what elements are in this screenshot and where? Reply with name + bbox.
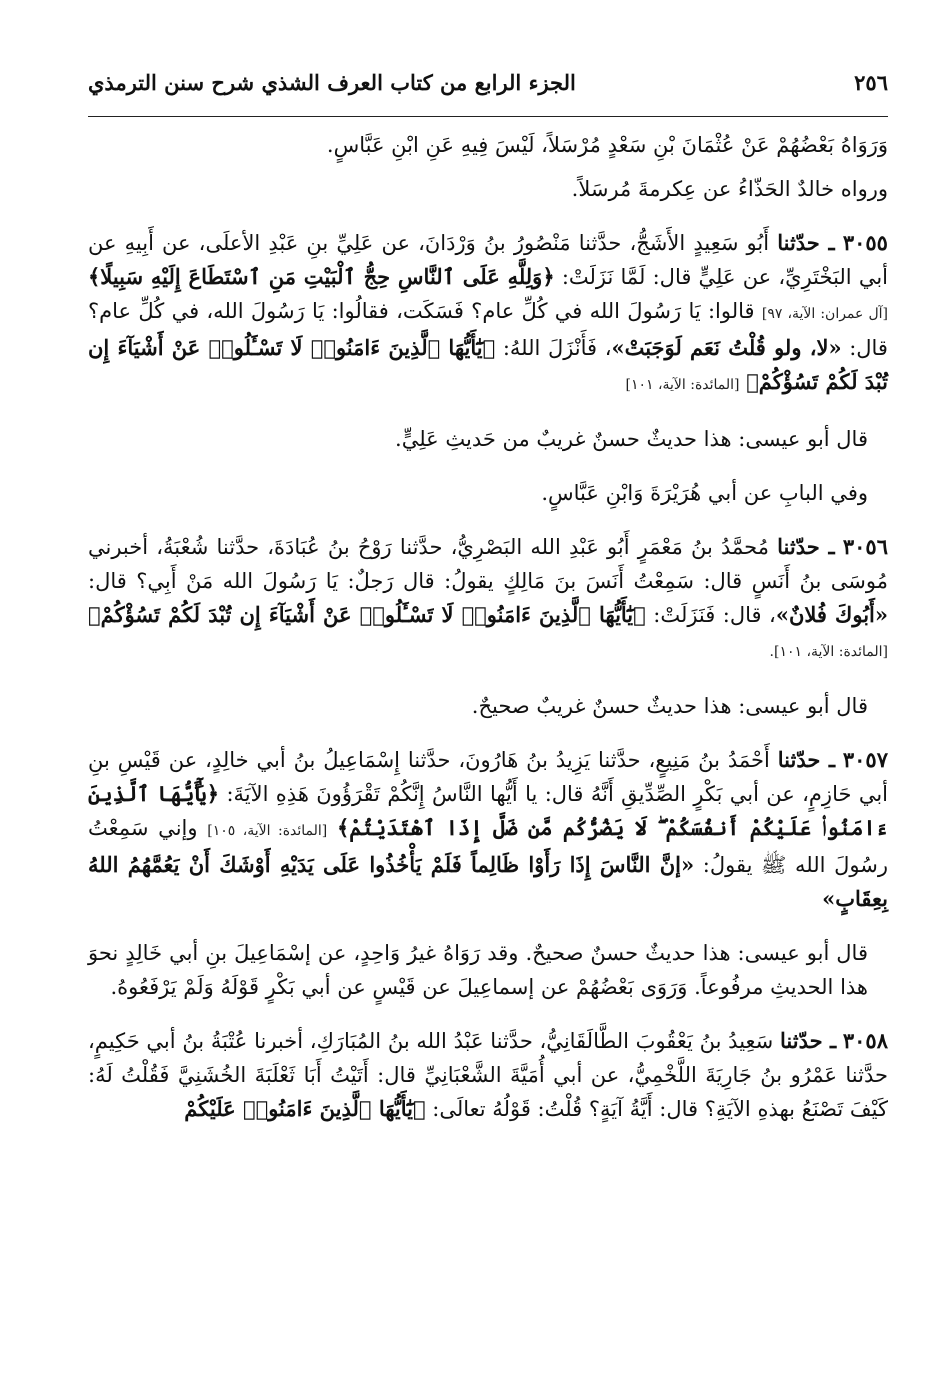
hadith-text: أَبُو سَعِيدٍ الأَشَجُّ، حدَّثنا مَنْصُورُ بنُ وَرْدَانَ، عن عَلِيِّ بنِ عَبْدِ الأعلَى، عن أَبِيهِ عن أبي البَخْتَرِيِّ، عن عَلِيٍّ قال: لَمَّا نَزَلَتْ: <box>88 231 888 289</box>
quran-verse: ﴿يَٰٓأَيُّهَا ٱلَّذِينَ ءَامَنُوا۟ لَا تَسْـَٔلُوا۟ عَنْ أَشْيَآءَ إِن تُبْدَ لَكُمْ تَسُؤْكُمْ﴾ <box>88 602 646 627</box>
haddathana-label: حدّثنا <box>780 1028 823 1053</box>
paragraph <box>88 422 888 456</box>
prophet-saying: «أَبُوكَ فُلانٌ» <box>775 602 888 627</box>
paragraph-text: وفي البابِ عن أبي هُرَيْرَةَ وَابْنِ عَبَّاسٍ. <box>541 481 868 505</box>
hadith-3056 <box>88 530 888 669</box>
quran-verse: ﴿يَٰٓأَيُّهَا ٱلَّذِينَ ءَامَنُوا۟ لَا تَسْـَٔلُوا۟ عَنْ أَشْيَآءَ إِن تُبْدَ لَكُمْ تَسُؤْكُمْ﴾ <box>88 335 888 394</box>
paragraph-text: وَرَوَاهُ بَعْضُهُمْ عَنْ عُثْمَانَ بْنِ سَعْدٍ مُرْسَلاً، لَيْسَ فِيهِ عَنِ ابْنِ عَبَّاسٍ. <box>326 133 888 157</box>
paragraph-text: قال أبو عيسى: هذا حديثٌ حسنٌ غريبٌ من حَديثِ عَلِيٍّ. <box>395 427 868 451</box>
paragraph <box>88 476 888 510</box>
hadith-3058 <box>88 1024 888 1126</box>
page-number: ٢٥٦ <box>854 69 888 95</box>
hadith-number: ٣٠٥٧ <box>842 747 888 772</box>
dash-separator: ـ <box>820 747 835 772</box>
dash-separator: ـ <box>819 534 835 559</box>
hadith-3057 <box>88 743 888 916</box>
prophet-saying: «لا، ولو قُلْتُ نَعَم لَوَجَبَتْ» <box>611 335 842 360</box>
hadith-3055 <box>88 226 888 402</box>
paragraph <box>88 936 888 1004</box>
page-body <box>88 128 888 1136</box>
haddathana-label: حدّثنا <box>777 747 821 772</box>
hadith-text: ، فَأَنْزَلَ اللهُ: <box>502 336 612 360</box>
header-rule <box>88 116 888 117</box>
paragraph <box>88 128 888 162</box>
hadith-text: سَعِيدُ بنُ يَعْقُوبَ الطَّالَقَانِيُّ، حدَّثنا عَبْدُ الله بنُ المُبَارَكِ، أخبرنا عُتْبَةُ بنُ أبي حَكِيمٍ، حدَّثنا عَمْرُو بنُ جَارِيَةَ اللَّخْمِيُّ، عن أبي أُمَيَّةَ الشَّعْبَانِيِّ قال: أَتَيْتُ أَبَا ثَعْلَبَةَ الخُشَنِيَّ فَقُلْتُ لَهُ: كَيْفَ تَصْنَعُ بهذهِ الآيَةِ؟ قال: أَيَّةُ آيَةٍ؟ قُلْتُ: قَوْلُهُ تعالَى: <box>88 1029 888 1121</box>
paragraph-text: قال أبو عيسى: هذا حديثٌ حسنٌ صحيحٌ. وقد رَوَاهُ غيرُ وَاحِدٍ، عن إسْمَاعِيلَ بنِ أبي خَالِدٍ نحوَ هذا الحديثِ مرفُوعاً. وَرَوَى بَعْضُهُمْ عن إسماعِيلَ عن قَيْسٍ عن أبي بَكْرٍ قَوْلَهُ وَلَمْ يَرْفَعُوهُ. <box>88 941 868 999</box>
paragraph-text: ورواه خالدٌ الحَذّاءُ عن عِكرمةَ مُرسَلاً. <box>571 177 888 201</box>
hadith-text: وإني سَمِعْتُ رسُولَ الله ﷺ يقولُ: <box>88 816 888 877</box>
running-title: الجزء الرابع من كتاب العرف الشذي شرح سنن الترمذي <box>88 69 576 95</box>
hadith-number: ٣٠٥٨ <box>842 1028 888 1053</box>
hadith-text: قالوا: يَا رَسُولَ الله في كُلِّ عام؟ فَسَكَت، فقالُوا: يَا رَسُولَ الله، في كُلِّ عام؟ قال: <box>88 299 888 360</box>
dash-separator: ـ <box>819 230 835 255</box>
verse-reference: [المائدة: الآية، ١٠٥] <box>207 823 328 839</box>
prophet-saying: «إنَّ النَّاسَ إِذَا رَأَوْا ظَالِماً فَلَمْ يَأْخُذُوا عَلَى يَدَيْهِ أَوْشَكَ أَنْ يَعُمَّهُمُ اللهُ بِعِقَابٍ» <box>88 852 888 911</box>
paragraph <box>88 172 888 206</box>
quran-verse: ﴿وَلِلَّهِ عَلَى ٱلنَّاسِ حِجُّ ٱلْبَيْتِ مَنِ ٱسْتَطَاعَ إِلَيْهِ سَبِيلًا﴾ <box>88 264 555 289</box>
hadith-text: مُحمَّدُ بنُ مَعْمَرٍ أَبُو عَبْدِ الله البَصْرِيُّ، حدَّثنا رَوْحُ بنُ عُبَادَةَ، حدَّثنا شُعْبَةُ، أخبرني مُوسَى بنُ أَنَسٍ قال: سَمِعْتُ أَنَسَ بنَ مَالِكٍ يقولُ: قال رَجلٌ: يَا رَسُولَ الله مَنْ أَبِي؟ قال: <box>88 535 888 593</box>
verse-reference: [المائدة: الآية، ١٠١]. <box>769 644 888 660</box>
verse-reference: [آل عمران: الآية، ٩٧] <box>761 306 888 322</box>
page-header <box>88 62 888 102</box>
quran-verse: ﴿يَٰٓأَيُّهَا ٱلَّذِينَ ءَامَنُوا۟ عَلَيْكُمْ <box>184 1096 426 1121</box>
paragraph-text: قال أبو عيسى: هذا حديثٌ حسنٌ غريبٌ صحيحٌ. <box>471 694 868 718</box>
haddathana-label: حدّثنا <box>777 230 820 255</box>
hadith-text: أَحْمَدُ بنُ مَنِيعٍ، حدَّثنا يَزِيدُ بنُ هَارُونَ، حدَّثنا إِسْمَاعِيلُ بنُ أبي خالِدٍ، عن قَيْسِ بنِ أبي حَازِمٍ، عن أبي بَكْرٍ الصِّدِّيقِ أَنَّهُ قال: يا أَيُّها النَّاسُ إِنَّكُمْ تَقْرَؤُونَ هَذِهِ الآيَةَ: <box>88 748 889 806</box>
paragraph <box>88 689 888 723</box>
verse-reference: [المائدة: الآية، ١٠١] <box>625 377 740 393</box>
hadith-number: ٣٠٥٦ <box>842 534 888 559</box>
haddathana-label: حدّثنا <box>777 534 820 559</box>
hadith-number: ٣٠٥٥ <box>842 230 888 255</box>
quran-verse: ﴿يَٰٓأَيُّهَا ٱلَّذِينَ ءَامَنُوا۟ عَلَيْكُمْ أَنفُسَكُمْ ۖ لَا يَضُرُّكُم مَّن ضَلَّ إِذَا ٱهْتَدَيْتُمْ﴾ <box>88 781 888 840</box>
dash-separator: ـ <box>822 1028 837 1053</box>
hadith-text: ، قال: فَنَزَلَتْ: <box>653 603 776 627</box>
